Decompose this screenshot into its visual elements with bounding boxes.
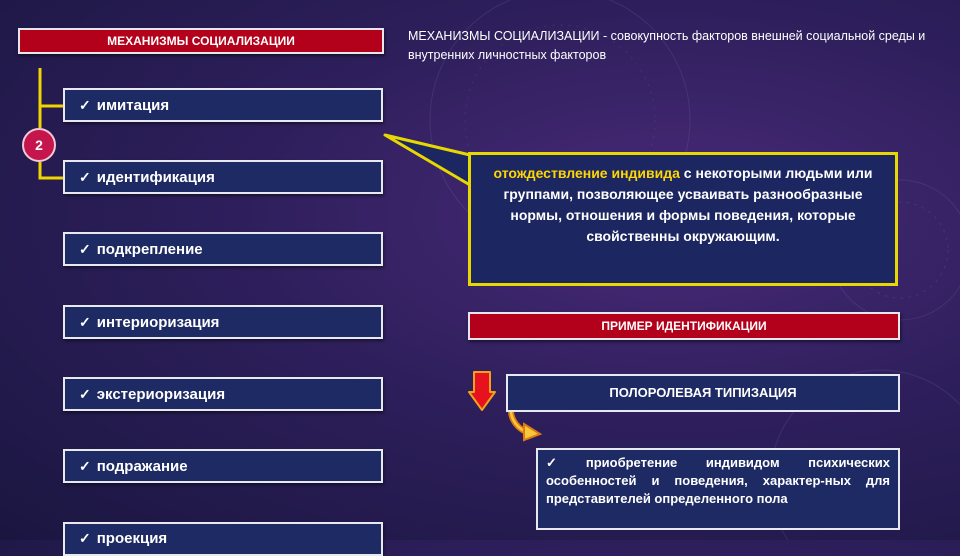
mechanism-item-reinforcement xyxy=(63,232,383,266)
example-header xyxy=(468,312,900,340)
left-header xyxy=(18,28,384,54)
mechanism-label: подражание xyxy=(96,457,188,475)
callout-pointer xyxy=(380,125,475,195)
mechanism-label: подкрепление xyxy=(96,240,203,258)
mechanism-item-interiorization xyxy=(63,305,383,339)
mechanism-item-imitation xyxy=(63,88,383,122)
check-icon: ✓ xyxy=(79,385,91,402)
mechanism-label: имитация xyxy=(96,96,170,114)
mechanism-label: интериоризация xyxy=(96,313,220,331)
mechanism-item-identification xyxy=(63,160,383,194)
mechanism-label: экстериоризация xyxy=(96,385,226,403)
example-description xyxy=(536,448,900,530)
mechanism-label: проекция xyxy=(96,530,168,547)
mechanism-label: идентификация xyxy=(96,168,215,186)
check-icon: ✓ xyxy=(79,457,91,474)
check-icon: ✓ xyxy=(546,455,582,470)
check-icon: ✓ xyxy=(79,530,91,546)
callout-text: с некоторыми людьми или группами, позволяющее усваивать разнообразные нормы, отношения и формы поведения, которые свойственны окружающим. xyxy=(503,165,873,244)
definition-text: - совокупность факторов внешней социальной среды и внутренних личностных факторов xyxy=(408,29,926,62)
check-icon: ✓ xyxy=(79,168,91,185)
example-description-text: приобретение индивидом психических особенностей и поведения, характер-ных для представителей определенного пола xyxy=(546,455,890,506)
mechanism-item-projection xyxy=(63,522,383,556)
down-arrow-icon xyxy=(468,370,496,412)
check-icon: ✓ xyxy=(79,96,91,113)
step-badge xyxy=(22,128,56,162)
step-badge-label: 2 xyxy=(35,137,43,153)
check-icon: ✓ xyxy=(79,240,91,257)
example-header-label: ПРИМЕР ИДЕНТИФИКАЦИИ xyxy=(601,319,767,333)
mechanism-item-exteriorization xyxy=(63,377,383,411)
callout-highlight: отождествление индивида xyxy=(493,165,680,181)
example-title xyxy=(506,374,900,412)
mechanism-item-imitation-2 xyxy=(63,449,383,483)
check-icon: ✓ xyxy=(79,313,91,330)
definition-term: МЕХАНИЗМЫ СОЦИАЛИЗАЦИИ xyxy=(408,29,600,43)
identification-callout xyxy=(468,152,898,286)
definition xyxy=(408,27,948,65)
left-header-label: МЕХАНИЗМЫ СОЦИАЛИЗАЦИИ xyxy=(107,34,295,48)
example-title-label: ПОЛОРОЛЕВАЯ ТИПИЗАЦИЯ xyxy=(609,385,797,400)
